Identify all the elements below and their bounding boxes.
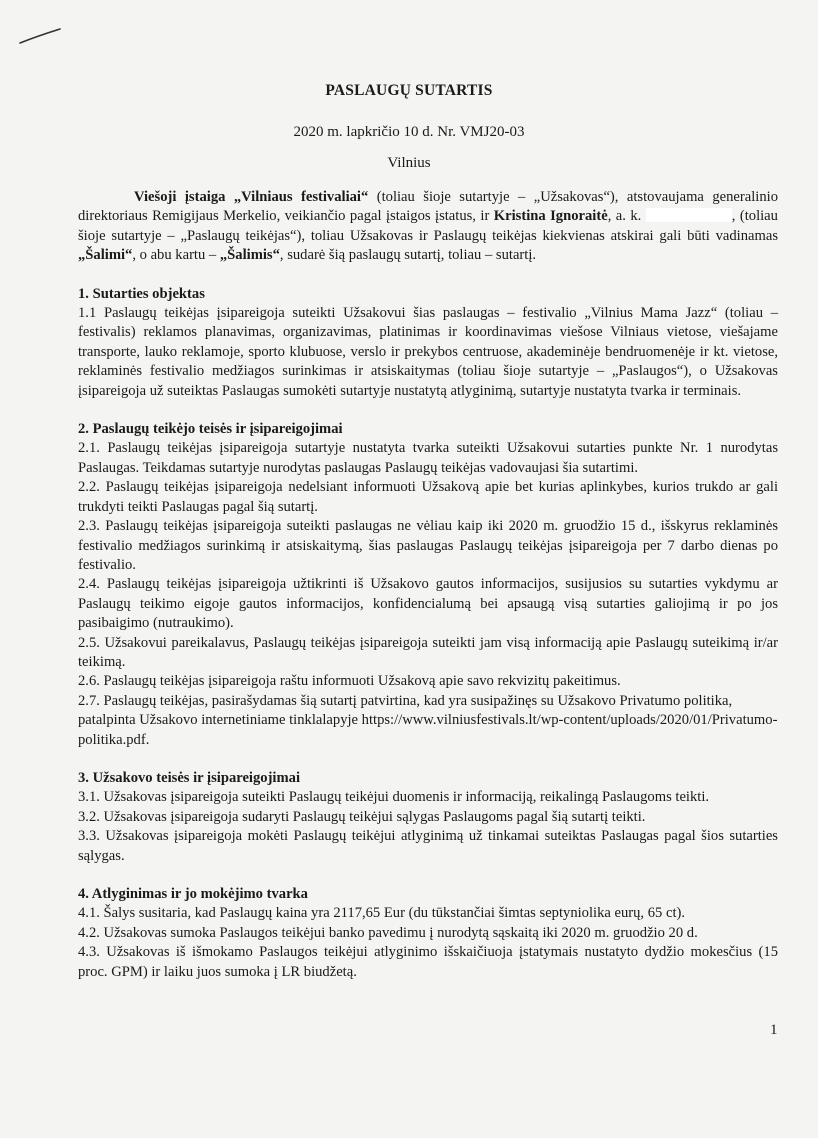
clause: 4.3. Užsakovas iš išmokamo Paslaugos teikėjui atlyginimo išskaičiuoja įstatymais nustatyto dydžio mokesčius (15 proc. GPM) ir laiku juos sumoka į LR biudžetą. [78, 944, 778, 980]
clause: 2.5. Užsakovui pareikalavus, Paslaugų teikėjas įsipareigoja suteikti jam visą informaciją apie Paslaugų suteikimą ir/ar teikimą. [78, 634, 778, 670]
page-number: 1 [770, 1022, 778, 1038]
pen-stroke-mark [18, 26, 62, 46]
clause: 4.2. Užsakovas sumoka Paslaugos teikėjui banko pavedimu į nurodytą sąskaitą iki 2020 m. gruodžio 20 d. [78, 924, 698, 941]
document-city: Vilnius [387, 155, 431, 171]
redacted-personal-code [646, 208, 732, 222]
clause: 2.6. Paslaugų teikėjas įsipareigoja raštu informuoti Užsakovą apie savo rekvizitų pakeitimus. [78, 673, 621, 690]
clause: 3.3. Užsakovas įsipareigoja mokėti Paslaugų teikėjui atlyginimą už tinkamai suteiktas Paslaugas pagal šios sutarties sąlygas. [78, 828, 778, 864]
clause: 3.1. Užsakovas įsipareigoja suteikti Paslaugų teikėjui duomenis ir informaciją, reikalingą Paslaugoms teikti. [78, 789, 710, 806]
clause: 1.1 Paslaugų teikėjas įsipareigoja suteikti Užsakovui šias paslaugas – festivalio „Vilnius Mama Jazz“ (toliau – festivalis) reklamos planavimas, organizavimas, platinimas ir koordinavimas viešose Vilniaus vietose, viešajame transporte, lauko reklamoje, sporto klubuose, verslo ir prekybos centruose, akademinėje bendruomenėje ir kt. vietose, reklaminės festivalio medžiagos surinkimas ir atsiskaitymas (toliau šioje sutartyje – „Paslaugos“), o Užsakovas įsipareigoja už suteiktas Paslaugas sumokėti sutartyje nustatytą atlyginimą, sutartyje nustatyta tvarka ir terminais. [78, 305, 778, 399]
document-date-number: 2020 m. lapkričio 10 d. Nr. VMJ20-03 [293, 124, 525, 140]
clause: 2.2. Paslaugų teikėjas įsipareigoja nedelsiant informuoti Užsakovą apie bet kurias aplinkybes, kurios trukdo ar gali trukdyti teikti Paslaugas pagal šią sutartį. [78, 479, 778, 515]
section-heading: 4. Atlyginimas ir jo mokėjimo tvarka [78, 886, 308, 902]
clause: 2.4. Paslaugų teikėjas įsipareigoja užtikrinti iš Užsakovo gautos informacijos, susijusios su sutarties vykdymu ar Paslaugų teikimo eigoje gautos informacijos, konfidencialumą bei apsaugą visą sutarties galiojimą ir po jos pasibaigimo (nutraukimo). [78, 576, 778, 632]
section-heading: 2. Paslaugų teikėjo teisės ir įsipareigojimai [78, 421, 343, 438]
document-body [78, 188, 778, 982]
document-title: PASLAUGŲ SUTARTIS [325, 82, 493, 99]
intro-person: Kristina Ignoraitė [493, 208, 608, 225]
clause: 2.7. Paslaugų teikėjas, pasirašydamas šią sutartį patvirtina, kad yra susipažinęs su Užsakovo Privatumo politika, patalpinta Užsakovo internetiniame tinklalapyje https://www.vilniusfestivals.lt/wp-content/uploads/2020/01/Privatumo-politika.pdf. [78, 692, 778, 748]
clause: 4.1. Šalys susitaria, kad Paslaugų kaina yra 2117,65 Eur (du tūkstančiai šimtas septyniolika eurų, 65 ct). [78, 905, 686, 922]
clause: 2.3. Paslaugų teikėjas įsipareigoja suteikti paslaugas ne vėliau kaip iki 2020 m. gruodžio 15 d., išskyrus reklaminės festivalio medžiagos surinkimą ir atsiskaitymą, šias paslaugas Paslaugų teikėjas įsipareigoja per 7 darbo dienas po festivalio. [78, 518, 778, 573]
clause: 3.2. Užsakovas įsipareigoja sudaryti Paslaugų teikėjui sąlygas Paslaugoms pagal šią sutartį teikti. [78, 808, 646, 825]
clause: 2.1. Paslaugų teikėjas įsipareigoja sutartyje nustatyta tvarka suteikti Užsakovui sutarties punkte Nr. 1 nurodytas Paslaugas. Teikdamas sutartyje nurodytas paslaugas Paslaugų teikėjas vadovaujasi šia sutartimi. [78, 440, 778, 476]
intro-paragraph: Viešoji įstaiga „Vilniaus festivaliai“ (toliau šioje sutartyje – „Užsakovas“), atstovaujama generalinio direktoriaus Remigijaus Merkelio, veikiančio pagal įstaigos įstatus, ir Kristina Ignoraitė, a. k. , (toliau šioje sutartyje – „Paslaugų teikėjas“), toliau Užsakovas ir Paslaugų teikėjas kiekvienas atskirai gali būti vadinamas „Šalimi“, o abu kartu – „Šalimis“, sudarė šią paslaugų sutartį, toliau – sutartį. [78, 189, 778, 264]
intro-org: Viešoji įstaiga „Vilniaus festivaliai“ [134, 189, 369, 205]
section-heading: 1. Sutarties objektas [78, 285, 205, 302]
section-heading: 3. Užsakovo teisės ir įsipareigojimai [78, 769, 300, 786]
